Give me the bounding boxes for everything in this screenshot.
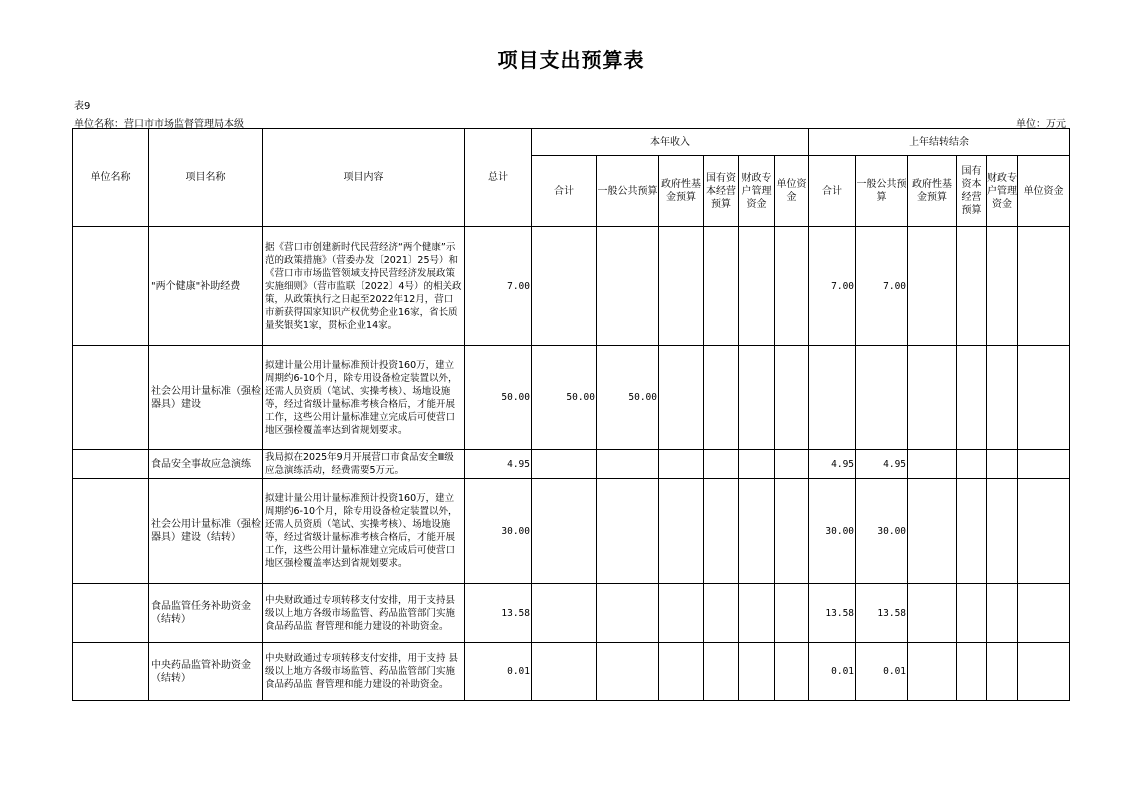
header-prev-subtotal: 合计 bbox=[809, 156, 856, 227]
cell-unit bbox=[73, 479, 149, 584]
header-prev-state-capital: 国有资本经营预算 bbox=[957, 156, 987, 227]
cell-prev-subtotal: 0.01 bbox=[809, 643, 856, 701]
header-unit-name: 单位名称 bbox=[73, 129, 149, 227]
cell-cur-general bbox=[597, 450, 659, 479]
cell-prev-fund bbox=[908, 584, 957, 643]
cell-cur-state-capital bbox=[704, 450, 739, 479]
cell-cur-unit-funds bbox=[775, 584, 809, 643]
cell-prev-unit-funds bbox=[1018, 479, 1070, 584]
header-project-name: 项目名称 bbox=[149, 129, 263, 227]
cell-prev-subtotal: 13.58 bbox=[809, 584, 856, 643]
cell-cur-special-account bbox=[739, 346, 775, 450]
cell-cur-unit-funds bbox=[775, 227, 809, 346]
cell-prev-fund bbox=[908, 450, 957, 479]
cell-prev-unit-funds bbox=[1018, 227, 1070, 346]
cell-cur-subtotal bbox=[532, 479, 597, 584]
cell-cur-subtotal bbox=[532, 450, 597, 479]
table-row bbox=[73, 227, 1070, 346]
cell-prev-special-account bbox=[987, 346, 1018, 450]
cell-project-content: 中央财政通过专项转移支付安排，用于支持 县级以上地方各级市场监管、药品监管部门实施食品药品监 督管理和能力建设的补助资金。 bbox=[263, 643, 465, 701]
cell-cur-fund bbox=[659, 227, 704, 346]
cell-cur-special-account bbox=[739, 584, 775, 643]
cell-prev-general: 13.58 bbox=[856, 584, 908, 643]
cell-prev-state-capital bbox=[957, 643, 987, 701]
cell-prev-state-capital bbox=[957, 346, 987, 450]
cell-cur-unit-funds bbox=[775, 346, 809, 450]
cell-total: 0.01 bbox=[465, 643, 532, 701]
cell-prev-special-account bbox=[987, 227, 1018, 346]
cell-project-name: 社会公用计量标准（强检器具）建设 bbox=[149, 346, 263, 450]
header-cur-general: 一般公共预算 bbox=[597, 156, 659, 227]
cell-cur-general: 50.00 bbox=[597, 346, 659, 450]
cell-prev-state-capital bbox=[957, 584, 987, 643]
cell-project-content: 我局拟在2025年9月开展营口市食品安全Ⅲ级应急演练活动，经费需要5万元。 bbox=[263, 450, 465, 479]
cell-total: 13.58 bbox=[465, 584, 532, 643]
cell-unit bbox=[73, 450, 149, 479]
table-row bbox=[73, 479, 1070, 584]
table-row bbox=[73, 584, 1070, 643]
cell-project-content: 拟建计量公用计量标准预计投资160万，建立周期约6-10个月，除专用设备检定装置以外，还需人员资质（笔试、实操考核）、场地设施等，经过省级计量标准考核合格后，才能开展工作，这些公用计量标准建立完成后可使营口地区强检覆盖率达到省规划要求。 bbox=[263, 479, 465, 584]
cell-cur-subtotal bbox=[532, 227, 597, 346]
cell-cur-general bbox=[597, 584, 659, 643]
cell-prev-state-capital bbox=[957, 479, 987, 584]
cell-project-content: 中央财政通过专项转移支付安排，用于支持县级以上地方各级市场监管、药品监管部门实施食品药品监 督管理和能力建设的补助资金。 bbox=[263, 584, 465, 643]
header-cur-special-account: 财政专户管理资金 bbox=[739, 156, 775, 227]
cell-cur-general bbox=[597, 227, 659, 346]
cell-project-content: 拟建计量公用计量标准预计投资160万，建立周期约6-10个月，除专用设备检定装置以外，还需人员资质（笔试、实操考核）、场地设施等，经过省级计量标准考核合格后，才能开展工作，这些公用计量标准建立完成后可使营口地区强检覆盖率达到省规划要求。 bbox=[263, 346, 465, 450]
cell-cur-state-capital bbox=[704, 584, 739, 643]
cell-cur-subtotal bbox=[532, 584, 597, 643]
cell-project-name: "两个健康"补助经费 bbox=[149, 227, 263, 346]
cell-cur-unit-funds bbox=[775, 643, 809, 701]
cell-prev-subtotal bbox=[809, 346, 856, 450]
cell-prev-special-account bbox=[987, 584, 1018, 643]
cell-cur-subtotal: 50.00 bbox=[532, 346, 597, 450]
cell-cur-special-account bbox=[739, 643, 775, 701]
budget-table bbox=[72, 128, 1070, 701]
cell-prev-general: 30.00 bbox=[856, 479, 908, 584]
cell-cur-fund bbox=[659, 450, 704, 479]
header-cur-fund: 政府性基金预算 bbox=[659, 156, 704, 227]
header-current-income: 本年收入 bbox=[532, 129, 809, 156]
header-total: 总计 bbox=[465, 129, 532, 227]
cell-cur-general bbox=[597, 479, 659, 584]
cell-unit bbox=[73, 227, 149, 346]
cell-prev-special-account bbox=[987, 479, 1018, 584]
cell-cur-state-capital bbox=[704, 227, 739, 346]
cell-unit bbox=[73, 643, 149, 701]
cell-unit bbox=[73, 346, 149, 450]
cell-cur-subtotal bbox=[532, 643, 597, 701]
cell-cur-fund bbox=[659, 643, 704, 701]
cell-prev-fund bbox=[908, 479, 957, 584]
table-row bbox=[73, 450, 1070, 479]
header-prev-unit-funds: 单位资金 bbox=[1018, 156, 1070, 227]
table-number: 表9 bbox=[74, 101, 91, 112]
cell-cur-special-account bbox=[739, 450, 775, 479]
cell-cur-fund bbox=[659, 584, 704, 643]
cell-prev-unit-funds bbox=[1018, 450, 1070, 479]
cell-prev-subtotal: 30.00 bbox=[809, 479, 856, 584]
cell-total: 7.00 bbox=[465, 227, 532, 346]
cell-prev-unit-funds bbox=[1018, 643, 1070, 701]
cell-prev-general: 4.95 bbox=[856, 450, 908, 479]
cell-prev-unit-funds bbox=[1018, 584, 1070, 643]
cell-cur-state-capital bbox=[704, 479, 739, 584]
cell-project-name: 社会公用计量标准（强检器具）建设（结转） bbox=[149, 479, 263, 584]
cell-prev-state-capital bbox=[957, 227, 987, 346]
cell-prev-state-capital bbox=[957, 450, 987, 479]
unit-name-label: 单位名称：营口市市场监督管理局本级 bbox=[74, 119, 244, 130]
header-prev-special-account: 财政专户管理资金 bbox=[987, 156, 1018, 227]
header-cur-subtotal: 合计 bbox=[532, 156, 597, 227]
table-row bbox=[73, 643, 1070, 701]
cell-cur-unit-funds bbox=[775, 450, 809, 479]
header-cur-unit-funds: 单位资金 bbox=[775, 156, 809, 227]
cell-project-name: 中央药品监管补助资金（结转） bbox=[149, 643, 263, 701]
cell-cur-special-account bbox=[739, 227, 775, 346]
header-prev-general: 一般公共预算 bbox=[856, 156, 908, 227]
cell-cur-general bbox=[597, 643, 659, 701]
cell-cur-fund bbox=[659, 479, 704, 584]
cell-total: 4.95 bbox=[465, 450, 532, 479]
cell-prev-special-account bbox=[987, 643, 1018, 701]
cell-cur-special-account bbox=[739, 479, 775, 584]
cell-prev-subtotal: 7.00 bbox=[809, 227, 856, 346]
header-prior-balance: 上年结转结余 bbox=[809, 129, 1070, 156]
cell-project-content: 据《营口市创建新时代民营经济“两个健康”示范的政策措施》（营委办发〔2021〕25号）和《营口市市场监管领域支持民营经济发展政策实施细则》（营市监联〔2022〕4号）的相关政策，从政策执行之日起至2022年12月，营口市新获得国家知识产权优势企业16家，省长质量奖银奖1家，贯标企业14家。 bbox=[263, 227, 465, 346]
cell-prev-subtotal: 4.95 bbox=[809, 450, 856, 479]
cell-unit bbox=[73, 584, 149, 643]
cell-cur-state-capital bbox=[704, 346, 739, 450]
header-prev-fund: 政府性基金预算 bbox=[908, 156, 957, 227]
table-row bbox=[73, 346, 1070, 450]
cell-prev-special-account bbox=[987, 450, 1018, 479]
cell-cur-unit-funds bbox=[775, 479, 809, 584]
cell-project-name: 食品监管任务补助资金（结转） bbox=[149, 584, 263, 643]
cell-prev-fund bbox=[908, 227, 957, 346]
cell-prev-general: 7.00 bbox=[856, 227, 908, 346]
cell-prev-general: 0.01 bbox=[856, 643, 908, 701]
header-cur-state-capital: 国有资本经营预算 bbox=[704, 156, 739, 227]
cell-prev-fund bbox=[908, 346, 957, 450]
cell-project-name: 食品安全事故应急演练 bbox=[149, 450, 263, 479]
cell-prev-general bbox=[856, 346, 908, 450]
cell-prev-fund bbox=[908, 643, 957, 701]
cell-cur-fund bbox=[659, 346, 704, 450]
cell-total: 30.00 bbox=[465, 479, 532, 584]
cell-prev-unit-funds bbox=[1018, 346, 1070, 450]
page-title: 项目支出预算表 bbox=[497, 48, 645, 72]
header-project-content: 项目内容 bbox=[263, 129, 465, 227]
cell-cur-state-capital bbox=[704, 643, 739, 701]
unit-label: 单位：万元 bbox=[1016, 119, 1066, 130]
cell-total: 50.00 bbox=[465, 346, 532, 450]
